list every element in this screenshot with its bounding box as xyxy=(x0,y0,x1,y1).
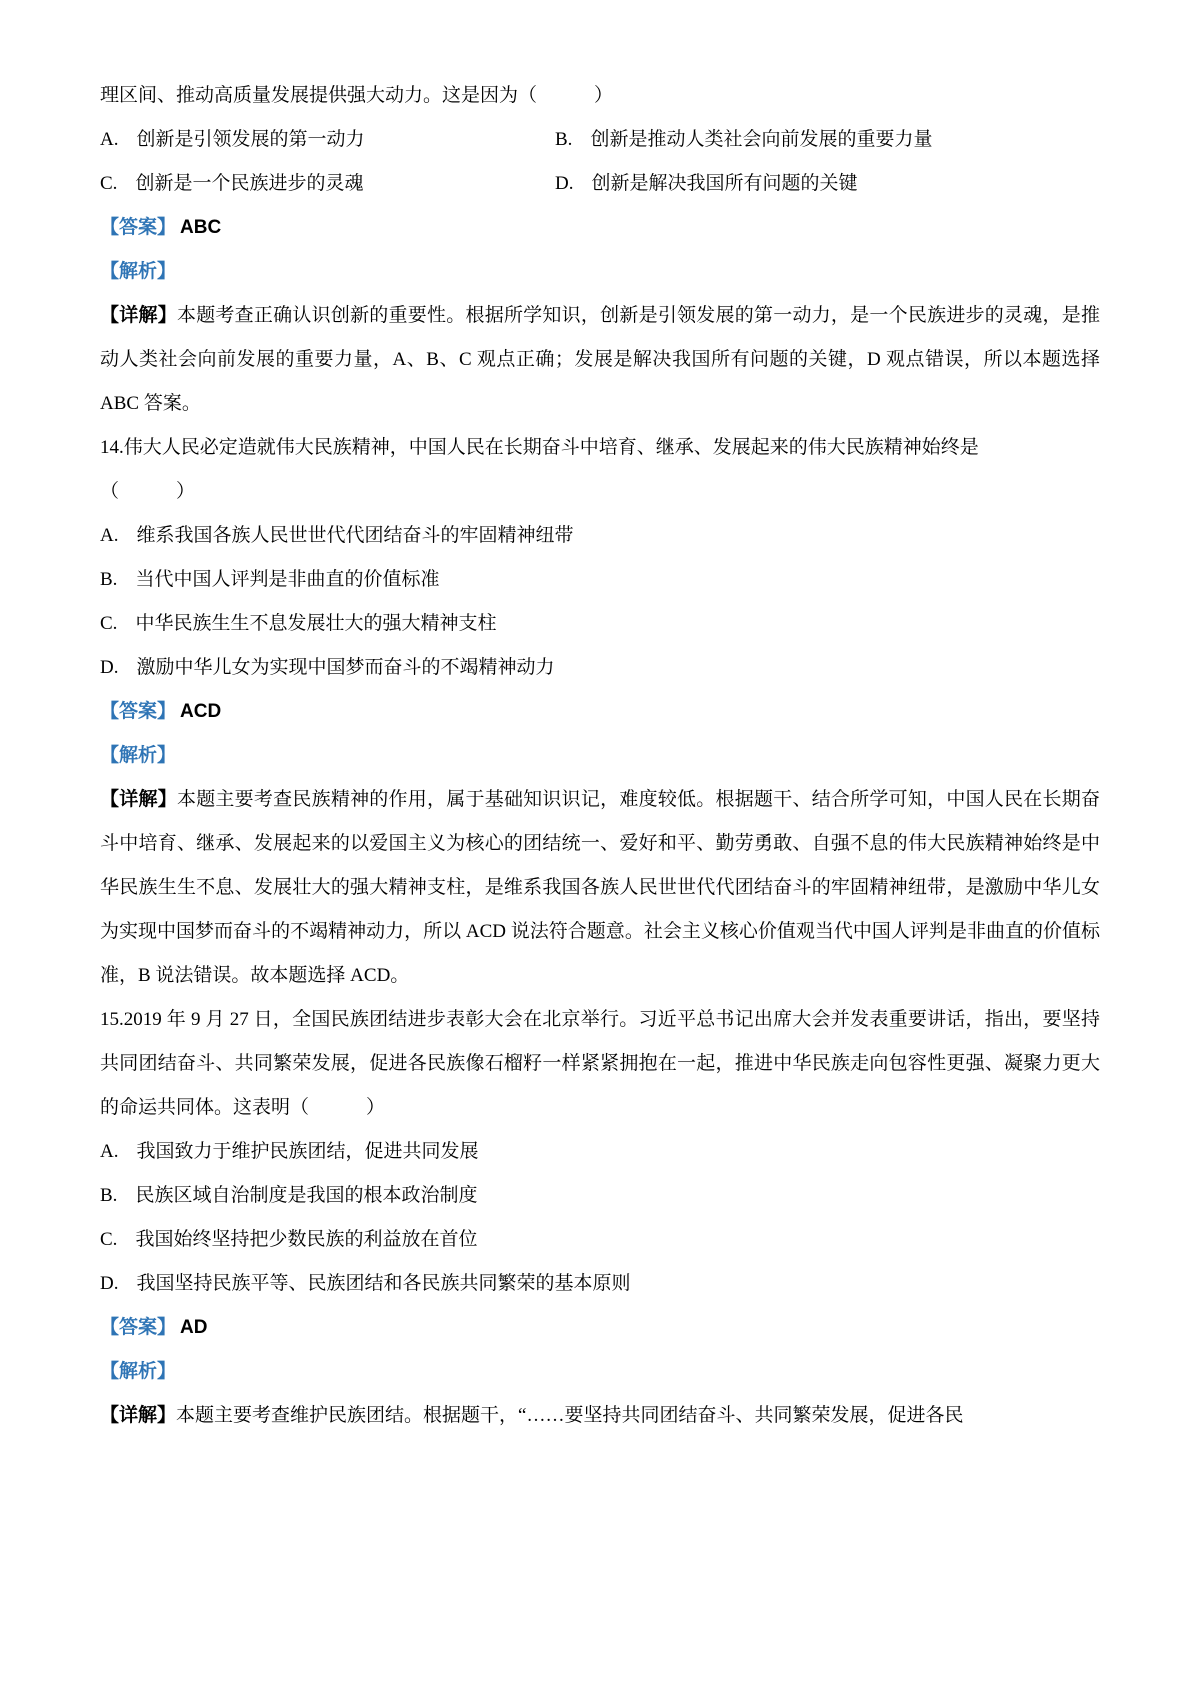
q14-option-a xyxy=(100,514,1100,558)
q14-option-c xyxy=(100,602,1100,646)
analysis-tag: 【解析】 xyxy=(100,261,177,282)
q13-option-b xyxy=(555,118,1100,162)
option-label: C. xyxy=(100,613,118,634)
option-label: C. xyxy=(100,173,118,194)
option-label: D. xyxy=(100,657,119,678)
analysis-tag: 【解析】 xyxy=(100,745,177,766)
option-text: 创新是一个民族进步的灵魂 xyxy=(135,173,364,194)
option-label: C. xyxy=(100,1229,118,1250)
answer-value: AD xyxy=(180,1317,208,1338)
answer-value: ACD xyxy=(180,701,222,722)
q14-analysis-line xyxy=(100,734,1100,778)
detail-text: 本题主要考查维护民族团结。根据题干，“……要坚持共同团结奋斗、共同繁荣发展，促进各民 xyxy=(176,1405,964,1426)
option-text: 当代中国人评判是非曲直的价值标准 xyxy=(135,569,440,590)
option-text: 民族区域自治制度是我国的根本政治制度 xyxy=(135,1185,478,1206)
q15-option-d xyxy=(100,1262,1100,1306)
option-text: 创新是引领发展的第一动力 xyxy=(136,129,365,150)
option-text: 维系我国各族人民世世代代团结奋斗的牢固精神纽带 xyxy=(136,525,574,546)
option-text: 激励中华儿女为实现中国梦而奋斗的不竭精神动力 xyxy=(136,657,555,678)
option-label: A. xyxy=(100,1141,119,1162)
option-text: 我国始终坚持把少数民族的利益放在首位 xyxy=(135,1229,478,1250)
option-label: B. xyxy=(100,569,118,590)
option-label: B. xyxy=(100,1185,118,1206)
answer-tag: 【答案】 xyxy=(100,1317,177,1338)
q13-option-c xyxy=(100,162,555,206)
option-text: 我国坚持民族平等、民族团结和各民族共同繁荣的基本原则 xyxy=(136,1273,631,1294)
detail-text: 本题考查正确认识创新的重要性。根据所学知识，创新是引领发展的第一动力，是一个民族进步的灵魂，是推动人类社会向前发展的重要力量，A、B、C 观点正确；发展是解决我国所有问题的关键，D 观点错误，所以本题选择 ABC 答案。 xyxy=(100,305,1100,414)
answer-tag: 【答案】 xyxy=(100,701,177,722)
q13-detail xyxy=(100,294,1100,426)
option-label: D. xyxy=(555,173,574,194)
answer-tag: 【答案】 xyxy=(100,217,177,238)
q14-option-d xyxy=(100,646,1100,690)
option-label: A. xyxy=(100,129,119,150)
option-text: 我国致力于维护民族团结，促进共同发展 xyxy=(136,1141,479,1162)
q15-stem: 15.2019 年 9 月 27 日，全国民族团结进步表彰大会在北京举行。习近平总书记出席大会并发表重要讲话，指出，要坚持共同团结奋斗、共同繁荣发展，促进各民族像石榴籽一样紧紧拥抱在一起，推进中华民族走向包容性更强、凝聚力更大的命运共同体。这表明（ ） xyxy=(100,1009,1100,1118)
detail-tag: 【详解】 xyxy=(100,305,177,326)
q13-analysis-line xyxy=(100,250,1100,294)
option-label: A. xyxy=(100,525,119,546)
q15-option-a xyxy=(100,1130,1100,1174)
option-label: B. xyxy=(555,129,573,150)
option-label: D. xyxy=(100,1273,119,1294)
q15-option-c xyxy=(100,1218,1100,1262)
detail-text: 本题主要考查民族精神的作用，属于基础知识识记，难度较低。根据题干、结合所学可知，中国人民在长期奋斗中培育、继承、发展起来的以爱国主义为核心的团结统一、爱好和平、勤劳勇敢、自强不息的伟大民族精神始终是中华民族生生不息、发展壮大的强大精神支柱，是维系我国各族人民世世代代团结奋斗的牢固精神纽带，是激励中华儿女为实现中国梦而奋斗的不竭精神动力，所以 ACD 说法符合题意。社会主义核心价值观当代中国人评判是非曲直的价值标准，B 说法错误。故本题选择 ACD。 xyxy=(100,789,1100,986)
q13-options xyxy=(100,118,1100,206)
q13-stem-continuation: 理区间、推动高质量发展提供强大动力。这是因为（ ） xyxy=(100,85,614,106)
option-text: 中华民族生生不息发展壮大的强大精神支柱 xyxy=(135,613,497,634)
q13-option-a xyxy=(100,118,555,162)
analysis-tag: 【解析】 xyxy=(100,1361,177,1382)
q15-option-b xyxy=(100,1174,1100,1218)
q14-answer-line xyxy=(100,690,1100,734)
q14-stem: 14.伟大人民必定造就伟大民族精神，中国人民在长期奋斗中培育、继承、发展起来的伟大民族精神始终是 xyxy=(100,437,979,458)
option-text: 创新是推动人类社会向前发展的重要力量 xyxy=(590,129,933,150)
option-text: 创新是解决我国所有问题的关键 xyxy=(591,173,858,194)
q15-analysis-line xyxy=(100,1350,1100,1394)
q14-option-b xyxy=(100,558,1100,602)
q13-answer-line xyxy=(100,206,1100,250)
detail-tag: 【详解】 xyxy=(100,789,177,810)
answer-value: ABC xyxy=(180,217,222,238)
detail-tag: 【详解】 xyxy=(100,1405,177,1426)
q15-detail xyxy=(100,1394,1100,1438)
q14-stem-paren: （ ） xyxy=(100,481,196,502)
q15-answer-line xyxy=(100,1306,1100,1350)
q13-option-d xyxy=(555,162,1100,206)
q14-detail xyxy=(100,778,1100,998)
